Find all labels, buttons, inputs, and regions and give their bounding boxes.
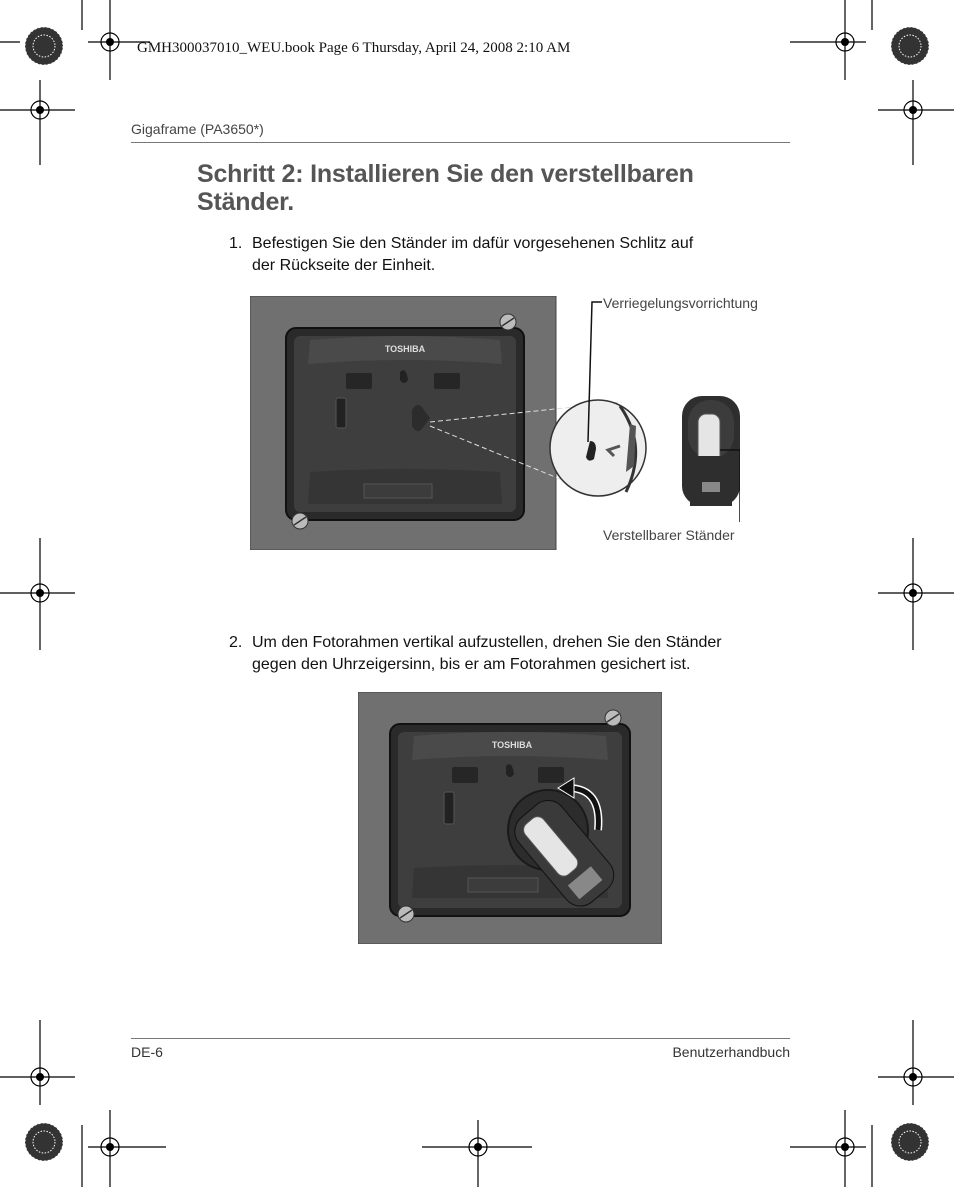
- page-title-line1: Schritt 2: Installieren Sie den verstellbaren: [197, 160, 694, 188]
- callout-locking-device: Verriegelungsvorrichtung: [603, 295, 758, 311]
- figure1-brand: TOSHIBA: [384, 344, 426, 354]
- header-rule: [131, 142, 790, 143]
- footer-rule: [131, 1038, 790, 1039]
- figure-rotate-stand-drawing: [358, 692, 662, 944]
- figure-rotate-stand: [358, 692, 662, 944]
- page-title: [197, 160, 757, 216]
- figure2-brand: TOSHIBA: [491, 740, 533, 750]
- step-2-text-line2: gegen den Uhrzeigersinn, bis er am Fotorahmen gesichert ist.: [252, 656, 691, 673]
- manual-name: Benutzerhandbuch: [672, 1044, 790, 1060]
- step-2: [229, 632, 789, 678]
- callout-adjustable-stand: Verstellbarer Ständer: [603, 527, 735, 543]
- step-2-text-line1: Um den Fotorahmen vertikal aufzustellen, drehen Sie den Ständer: [252, 634, 722, 651]
- step-1-number: 1.: [229, 235, 243, 252]
- step-1-text-line1: Befestigen Sie den Ständer im dafür vorgesehenen Schlitz auf: [252, 235, 694, 252]
- step-2-number: 2.: [229, 634, 243, 651]
- step-1-text-line2: der Rückseite der Einheit.: [252, 257, 436, 274]
- figure-stand-slot-drawing: [250, 296, 740, 550]
- running-head: Gigaframe (PA3650*): [131, 121, 264, 137]
- page-number: DE-6: [131, 1044, 163, 1060]
- print-info-line: GMH300037010_WEU.book Page 6 Thursday, April 24, 2008 2:10 AM: [137, 40, 571, 56]
- step-1: [229, 233, 789, 279]
- page-title-line2: Ständer.: [197, 188, 295, 216]
- figure-stand-slot: [250, 296, 740, 550]
